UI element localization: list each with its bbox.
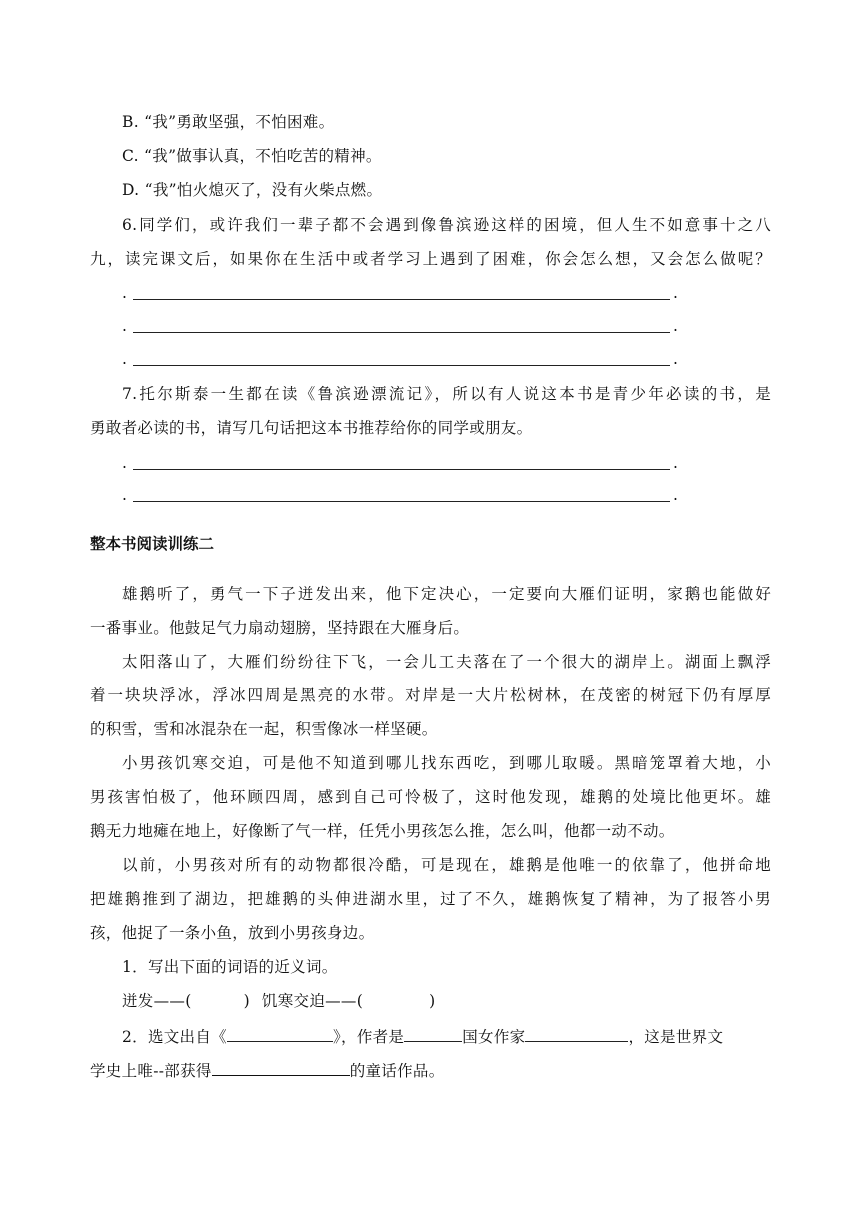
item-2-label: 饥寒交迫——(	[261, 992, 364, 1010]
question-1-prompt: 1．写出下面的词语的近义词。	[122, 958, 338, 976]
answer-underline	[133, 469, 670, 470]
item-1-label: 迸发——(	[122, 992, 192, 1010]
answer-underline	[133, 332, 670, 333]
answer-line-tail: .	[673, 486, 678, 504]
question-2-line-2	[90, 1059, 445, 1081]
item-2-close: )	[429, 992, 436, 1010]
question-2-part-3: 国女作家	[462, 1028, 526, 1046]
answer-line[interactable]	[122, 455, 682, 475]
option-d: D. “我”怕火熄灭了，没有火柴点燃。	[122, 181, 383, 199]
question-7-line-2: 勇敢者必读的书，请写几句话把这本书推荐给你的同学或朋友。	[90, 419, 533, 437]
question-1-items	[122, 991, 435, 1011]
answer-line-lead: .	[122, 284, 127, 302]
question-2-part-2: 》，作者是	[332, 1028, 405, 1046]
country-blank[interactable]	[404, 1025, 462, 1042]
question-2-part-4: ，这是世界文	[628, 1028, 724, 1046]
award-blank[interactable]	[212, 1059, 350, 1076]
question-2-line-1	[122, 1025, 723, 1047]
passage-p2-line-1: 太阳落山了，大雁们纷纷往下飞，一会儿工夫落在了一个很大的湖岸上。湖面上飘浮	[122, 653, 771, 671]
passage-p4-line-1: 以前，小男孩对所有的动物都很冷酷，可是现在，雄鹅是他唯一的依靠了，他拼命地	[122, 856, 771, 874]
book-title-blank[interactable]	[227, 1025, 333, 1042]
passage-p3-line-1: 小男孩饥寒交迫，可是他不知道到哪儿找东西吃，到哪儿取暖。黑暗笼罩着大地，小	[122, 754, 771, 772]
question-6-line-2: 九，读完课文后，如果你在生活中或者学习上遇到了困难，你会怎么想，又会怎么做呢？	[90, 250, 771, 268]
passage-p4-line-2: 把雄鹅推到了湖边，把雄鹅的头伸进湖水里，过了不久，雄鹅恢复了精神，为了报答小男	[90, 890, 771, 908]
passage-p3-line-2: 男孩害怕极了，他环顾四周，感到自己可怜极了，这时他发现，雄鹅的处境比他更坏。雄	[90, 788, 771, 806]
option-c: C. “我”做事认真，不怕吃苦的精神。	[122, 147, 382, 165]
option-b: B. “我”勇敢坚强，不怕困难。	[122, 113, 335, 131]
answer-line[interactable]	[122, 351, 682, 371]
answer-line-tail: .	[673, 454, 678, 472]
item-1-close: )	[243, 992, 250, 1010]
passage-p3-line-3: 鹅无力地瘫在地上，好像断了气一样，任凭小男孩怎么推，怎么叫，他都一动不动。	[90, 822, 675, 840]
answer-line-lead: .	[122, 350, 127, 368]
answer-line[interactable]	[122, 318, 682, 338]
answer-underline	[133, 501, 670, 502]
answer-line[interactable]	[122, 285, 682, 305]
question-2-part-6: 的童话作品。	[349, 1062, 445, 1080]
question-2-part-5: 学史上唯--部获得	[90, 1062, 212, 1080]
answer-line-tail: .	[673, 350, 678, 368]
question-2-part-1: 2．选文出自《	[122, 1028, 227, 1046]
section-title: 整本书阅读训练二	[90, 535, 215, 553]
answer-line-tail: .	[673, 284, 678, 302]
answer-line-lead: .	[122, 486, 127, 504]
passage-p2-line-2: 着一块块浮冰，浮冰四周是黑亮的水带。对岸是一大片松树林，在茂密的树冠下仍有厚厚	[90, 686, 771, 704]
passage-p2-line-3: 的积雪，雪和冰混杂在一起，积雪像冰一样坚硬。	[90, 720, 438, 738]
answer-line-lead: .	[122, 317, 127, 335]
answer-line-lead: .	[122, 454, 127, 472]
answer-underline	[133, 299, 670, 300]
passage-p1-line-2: 一番事业。他鼓足气力扇动翅膀，坚持跟在大雁身后。	[90, 619, 470, 637]
answer-line[interactable]	[122, 487, 682, 507]
passage-p4-line-3: 孩，他捉了一条小鱼，放到小男孩身边。	[90, 924, 375, 942]
answer-line-tail: .	[673, 317, 678, 335]
question-7-line-1: 7.托尔斯泰一生都在读《鲁滨逊漂流记》，所以有人说这本书是青少年必读的书，是	[122, 385, 771, 403]
question-6-line-1: 6.同学们，或许我们一辈子都不会遇到像鲁滨逊这样的困境，但人生不如意事十之八	[122, 216, 771, 234]
answer-underline	[133, 365, 670, 366]
passage-p1-line-1: 雄鹅听了，勇气一下子迸发出来，他下定决心，一定要向大雁们证明，家鹅也能做好	[122, 585, 771, 603]
author-blank[interactable]	[525, 1025, 628, 1042]
